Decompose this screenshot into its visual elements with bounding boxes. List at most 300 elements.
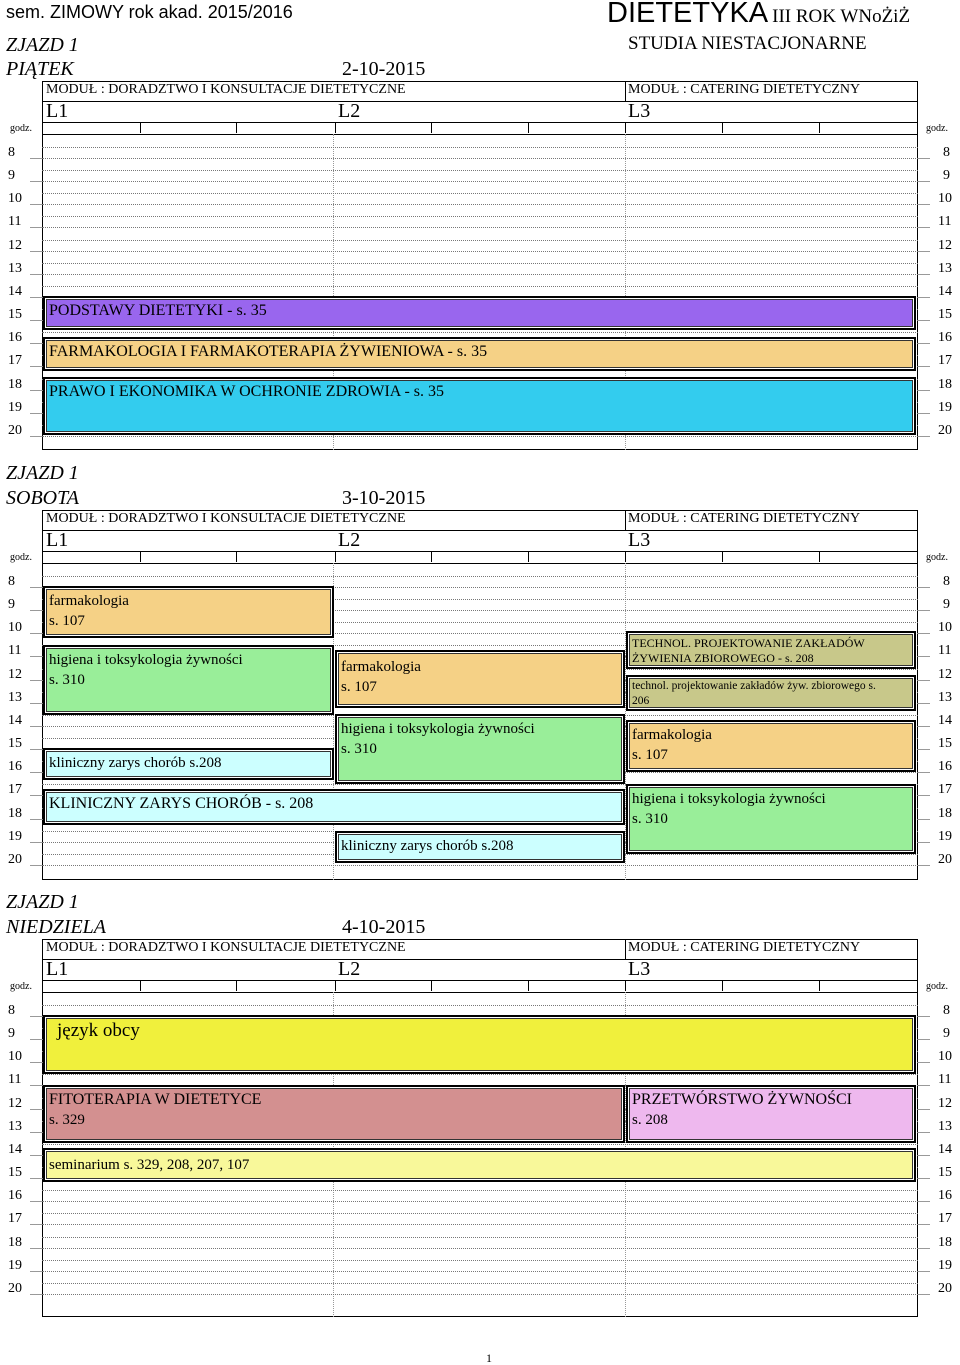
zjazd-label: ZJAZD 1 [6, 34, 79, 56]
grid-line [30, 587, 42, 588]
godz-label: godz. [10, 981, 32, 992]
hour-label: 9 [943, 597, 950, 612]
grid-line [42, 1271, 918, 1272]
grid-line [42, 1294, 918, 1295]
hour-label: 13 [8, 1119, 22, 1134]
grid-line [42, 1237, 918, 1238]
grid-line [42, 1224, 918, 1225]
class-room: s. 310 [632, 811, 668, 827]
grid-tick [431, 551, 432, 562]
grid-line [918, 1039, 930, 1040]
grid-line [42, 1260, 918, 1261]
grid-tick [819, 122, 820, 133]
godz-label: godz. [10, 123, 32, 134]
grid-tick [528, 551, 529, 562]
hour-label: 15 [938, 307, 952, 322]
hour-label: 13 [938, 1119, 952, 1134]
hour-label: 14 [938, 1142, 952, 1157]
class-title: farmakologia [341, 659, 421, 675]
grid-line [42, 959, 918, 960]
grid-line [30, 1224, 42, 1225]
day-date: 3-10-2015 [342, 487, 426, 509]
hour-label: 17 [8, 1211, 22, 1226]
hour-label: 11 [938, 214, 952, 229]
class-room: s. 310 [341, 741, 377, 757]
grid-line [918, 703, 930, 704]
hour-label: 14 [8, 284, 22, 299]
hour-label: 9 [8, 597, 15, 612]
hour-label: 19 [938, 400, 952, 415]
hour-label: 20 [8, 423, 22, 438]
hour-label: 16 [938, 759, 952, 774]
grid-line [30, 366, 42, 367]
grid-line [30, 1178, 42, 1179]
grid-line [42, 101, 918, 102]
class-block[interactable] [43, 377, 916, 435]
class-title: PODSTAWY DIETETYKI - s. 35 [49, 302, 267, 319]
grid-line [30, 772, 42, 773]
grid-line [30, 865, 42, 866]
hour-label: 16 [938, 1188, 952, 1203]
hour-label: 18 [8, 1235, 22, 1250]
class-title: seminarium s. 329, 208, 207, 107 [49, 1157, 250, 1173]
hour-label: 11 [8, 214, 22, 229]
hour-label: 8 [8, 1003, 15, 1018]
hour-label: 14 [938, 713, 952, 728]
class-block[interactable] [43, 337, 916, 371]
hour-label: 16 [8, 1188, 22, 1203]
grid-line [918, 680, 930, 681]
grid-line [918, 1109, 930, 1110]
hour-label: 9 [8, 1026, 15, 1041]
grid-line [42, 1201, 918, 1202]
grid-line [42, 274, 918, 275]
grid-line [30, 1062, 42, 1063]
hour-label: 13 [8, 690, 22, 705]
class-title: higiena i toksykologia żywności [632, 791, 826, 807]
grid-line [42, 158, 918, 159]
grid-tick [528, 122, 529, 133]
hour-label: 15 [938, 736, 952, 751]
grid-line [30, 703, 42, 704]
class-block[interactable] [626, 675, 916, 711]
hour-label: 8 [943, 1003, 950, 1018]
zjazd-label: ZJAZD 1 [6, 462, 79, 484]
grid-line [30, 795, 42, 796]
grid-line [918, 320, 930, 321]
class-room: s. 107 [49, 613, 85, 629]
hour-label: 20 [938, 852, 952, 867]
hour-label: 14 [8, 713, 22, 728]
grid-line [918, 251, 930, 252]
grid-line [30, 1132, 42, 1133]
grid-line [918, 633, 930, 634]
class-title: higiena i toksykologia żywności [341, 721, 535, 737]
grid-line [918, 772, 930, 773]
grid-line [30, 390, 42, 391]
class-block[interactable] [43, 645, 334, 715]
hour-label: 19 [8, 829, 22, 844]
class-room: s. 107 [341, 679, 377, 695]
grid-line [42, 216, 918, 217]
hour-label: 10 [938, 620, 952, 635]
grid-line [30, 1109, 42, 1110]
grid-line [30, 413, 42, 414]
hour-label: 20 [938, 423, 952, 438]
hour-label: 13 [8, 261, 22, 276]
hour-label: 20 [8, 852, 22, 867]
class-block[interactable] [43, 1148, 916, 1182]
hour-label: 8 [8, 145, 15, 160]
hour-label: 13 [938, 261, 952, 276]
hour-label: 10 [938, 1049, 952, 1064]
group-l2: L2 [338, 100, 361, 122]
grid-line [42, 1005, 918, 1006]
semester-title: sem. ZIMOWY rok akad. 2015/2016 [6, 2, 293, 22]
day-name: SOBOTA [6, 487, 79, 509]
grid-tick [335, 122, 336, 133]
hour-label: 19 [8, 1258, 22, 1273]
grid-line [42, 251, 918, 252]
grid-divider [625, 510, 626, 530]
grid-tick [722, 980, 723, 991]
grid-tick [140, 551, 141, 562]
hour-label: 13 [938, 690, 952, 705]
class-block[interactable] [43, 748, 334, 780]
grid-line [30, 158, 42, 159]
class-title: KLINICZNY ZARYS CHORÓB - s. 208 [49, 795, 314, 812]
grid-tick [528, 980, 529, 991]
grid-line [30, 227, 42, 228]
hour-label: 15 [8, 307, 22, 322]
hour-label: 18 [938, 377, 952, 392]
study-mode: STUDIA NIESTACJONARNE [628, 33, 867, 54]
grid-tick [431, 980, 432, 991]
grid-line [30, 1039, 42, 1040]
grid-tick [236, 980, 237, 991]
grid-line [30, 680, 42, 681]
module-right: MODUŁ : CATERING DIETETYCZNY [628, 82, 861, 97]
hour-label: 18 [938, 1235, 952, 1250]
grid-line [918, 1248, 930, 1249]
hour-label: 12 [938, 1096, 952, 1111]
godz-label: godz. [10, 552, 32, 563]
grid-line [42, 134, 918, 135]
grid-line [42, 193, 918, 194]
grid-tick [236, 122, 237, 133]
grid-line [30, 436, 42, 437]
class-block[interactable] [43, 586, 334, 638]
class-block[interactable] [335, 714, 625, 784]
grid-line [918, 1224, 930, 1225]
grid-line [42, 286, 918, 287]
grid-line [42, 204, 918, 205]
class-block[interactable] [43, 1015, 916, 1074]
godz-label: godz. [926, 981, 948, 992]
grid-tick [335, 980, 336, 991]
grid-tick [625, 551, 626, 562]
hour-label: 9 [943, 1026, 950, 1041]
grid-line [30, 274, 42, 275]
grid-line [42, 980, 918, 981]
grid-tick [431, 122, 432, 133]
grid-line [42, 263, 918, 264]
module-left: MODUŁ : DORADZTWO I KONSULTACJE DIETETYCZNE [46, 82, 406, 97]
grid-line [30, 343, 42, 344]
grid-tick [819, 551, 820, 562]
grid-line [918, 1271, 930, 1272]
grid-line [30, 1155, 42, 1156]
grid-line [918, 181, 930, 182]
day-date: 4-10-2015 [342, 916, 426, 938]
class-title: FITOTERAPIA W DIETETYCE [49, 1091, 262, 1108]
hour-label: 16 [938, 330, 952, 345]
group-l1: L1 [46, 100, 69, 122]
module-left: MODUŁ : DORADZTWO I KONSULTACJE DIETETYCZNE [46, 511, 406, 526]
hour-label: 12 [8, 1096, 22, 1111]
grid-line [30, 204, 42, 205]
grid-line [30, 749, 42, 750]
class-block[interactable] [335, 831, 625, 863]
grid-line [42, 1074, 918, 1075]
hour-label: 10 [938, 191, 952, 206]
grid-divider [625, 81, 626, 101]
grid-line [918, 819, 930, 820]
grid-line [42, 122, 918, 123]
grid-line [918, 610, 930, 611]
class-block[interactable] [43, 296, 916, 330]
hour-label: 9 [8, 168, 15, 183]
godz-label: godz. [926, 123, 948, 134]
day-name: PIĄTEK [6, 58, 74, 80]
grid-line [918, 1016, 930, 1017]
grid-tick [625, 980, 626, 991]
class-room: 206 [632, 695, 650, 707]
hour-label: 18 [938, 806, 952, 821]
grid-tick [140, 122, 141, 133]
grid-line [30, 297, 42, 298]
grid-line [30, 726, 42, 727]
class-title: kliniczny zarys chorób s.208 [49, 755, 222, 771]
module-left: MODUŁ : DORADZTWO I KONSULTACJE DIETETYCZNE [46, 940, 406, 955]
hour-label: 20 [8, 1281, 22, 1296]
class-title: farmakologia [632, 727, 712, 743]
grid-line [30, 656, 42, 657]
group-l3: L3 [628, 958, 651, 980]
grid-tick [722, 551, 723, 562]
class-block[interactable] [43, 1085, 625, 1143]
class-room: s. 107 [632, 747, 668, 763]
grid-line [42, 1248, 918, 1249]
class-title: technol. projektowanie zakładów żyw. zbiorowego s. [632, 680, 876, 692]
class-block[interactable] [335, 650, 625, 708]
grid-line [918, 390, 930, 391]
hour-label: 17 [938, 782, 952, 797]
grid-line [918, 749, 930, 750]
class-title: higiena i toksykologia żywności [49, 652, 243, 668]
hour-label: 8 [943, 145, 950, 160]
class-block[interactable] [626, 720, 916, 772]
program-main: DIETETYKA [607, 0, 769, 29]
module-right: MODUŁ : CATERING DIETETYCZNY [628, 511, 861, 526]
grid-line [42, 865, 918, 866]
grid-tick [335, 551, 336, 562]
hour-label: 17 [938, 353, 952, 368]
grid-line [30, 1294, 42, 1295]
grid-line [42, 181, 918, 182]
grid-line [918, 413, 930, 414]
grid-line [918, 204, 930, 205]
hour-label: 17 [938, 1211, 952, 1226]
grid-line [918, 842, 930, 843]
class-room: s. 329 [49, 1112, 85, 1128]
grid-line [42, 576, 918, 577]
hour-label: 9 [943, 168, 950, 183]
class-title: TECHNOL. PROJEKTOWANIE ZAKŁADÓW [632, 636, 865, 650]
hour-label: 15 [938, 1165, 952, 1180]
grid-line [30, 1201, 42, 1202]
class-title: farmakologia [49, 593, 129, 609]
hour-label: 10 [8, 191, 22, 206]
zjazd-label: ZJAZD 1 [6, 891, 79, 913]
hour-label: 19 [8, 400, 22, 415]
grid-line [918, 366, 930, 367]
grid-line [918, 1062, 930, 1063]
grid-line [30, 610, 42, 611]
grid-line [42, 332, 918, 333]
grid-line [42, 147, 918, 148]
day-date: 2-10-2015 [342, 58, 426, 80]
grid-line [30, 633, 42, 634]
grid-line [918, 274, 930, 275]
hour-label: 15 [8, 736, 22, 751]
hour-label: 12 [938, 238, 952, 253]
grid-line [42, 530, 918, 531]
group-l1: L1 [46, 529, 69, 551]
hour-label: 12 [938, 667, 952, 682]
grid-line [918, 297, 930, 298]
grid-tick [140, 980, 141, 991]
hour-label: 12 [8, 667, 22, 682]
hour-label: 11 [938, 643, 952, 658]
grid-line [30, 1248, 42, 1249]
hour-label: 18 [8, 806, 22, 821]
hour-label: 19 [938, 829, 952, 844]
hour-label: 10 [8, 620, 22, 635]
class-room: s. 208 [632, 1112, 668, 1128]
grid-line [30, 181, 42, 182]
hour-label: 14 [938, 284, 952, 299]
grid-line [918, 656, 930, 657]
hour-label: 15 [8, 1165, 22, 1180]
grid-line [918, 158, 930, 159]
grid-line [918, 1201, 930, 1202]
class-title: FARMAKOLOGIA I FARMAKOTERAPIA ŻYWIENIOWA - s. 35 [49, 343, 488, 360]
module-right: MODUŁ : CATERING DIETETYCZNY [628, 940, 861, 955]
grid-line [42, 563, 918, 564]
grid-line [42, 1190, 918, 1191]
grid-line [30, 251, 42, 252]
grid-tick [625, 122, 626, 133]
hour-label: 18 [8, 377, 22, 392]
grid-divider [625, 939, 626, 959]
page-number: 1 [486, 1351, 492, 1365]
grid-line [42, 992, 918, 993]
grid-line [918, 1132, 930, 1133]
grid-line [918, 1155, 930, 1156]
grid-line [30, 842, 42, 843]
hour-label: 10 [8, 1049, 22, 1064]
grid-line [30, 819, 42, 820]
grid-line [42, 227, 918, 228]
grid-line [42, 1213, 918, 1214]
grid-line [42, 551, 918, 552]
class-title: PRAWO I EKONOMIKA W OCHRONIE ZDROWIA - s. 35 [49, 383, 444, 400]
hour-label: 14 [8, 1142, 22, 1157]
grid-line [42, 1283, 918, 1284]
class-title: kliniczny zarys chorób s.208 [341, 838, 514, 854]
group-l3: L3 [628, 529, 651, 551]
group-l3: L3 [628, 100, 651, 122]
grid-line [918, 1178, 930, 1179]
grid-tick [819, 980, 820, 991]
class-room: s. 310 [49, 672, 85, 688]
grid-line [42, 436, 918, 437]
godz-label: godz. [926, 552, 948, 563]
group-l1: L1 [46, 958, 69, 980]
hour-label: 11 [938, 1072, 952, 1087]
class-block[interactable] [626, 631, 916, 669]
grid-line [918, 1294, 930, 1295]
hour-label: 17 [8, 782, 22, 797]
hour-label: 8 [943, 574, 950, 589]
hour-label: 11 [8, 643, 22, 658]
hour-label: 16 [8, 330, 22, 345]
class-title: PRZETWÓRSTWO ŻYWNOŚCI [632, 1091, 852, 1108]
hour-label: 17 [8, 353, 22, 368]
hour-label: 11 [8, 1072, 22, 1087]
grid-line [42, 1144, 918, 1145]
grid-line [42, 170, 918, 171]
class-room: ŻYWIENIA ZBIOROWEGO - s. 208 [632, 651, 814, 665]
grid-tick [722, 122, 723, 133]
hour-label: 12 [8, 238, 22, 253]
grid-line [30, 1271, 42, 1272]
grid-tick [236, 551, 237, 562]
program-title [607, 0, 910, 30]
class-block[interactable] [626, 784, 916, 854]
hour-label: 8 [8, 574, 15, 589]
hour-label: 20 [938, 1281, 952, 1296]
class-block[interactable] [626, 1085, 916, 1143]
grid-line [918, 343, 930, 344]
class-block[interactable] [43, 789, 625, 825]
group-l2: L2 [338, 958, 361, 980]
class-title: język obcy [57, 1020, 140, 1041]
program-sub: III ROK WNoŻiŻ [772, 6, 911, 27]
grid-line [918, 726, 930, 727]
grid-line [30, 1085, 42, 1086]
group-l2: L2 [338, 529, 361, 551]
grid-line [30, 1016, 42, 1017]
grid-line [918, 436, 930, 437]
grid-line [918, 1085, 930, 1086]
hour-label: 19 [938, 1258, 952, 1273]
grid-line [918, 227, 930, 228]
day-name: NIEDZIELA [6, 916, 106, 938]
grid-line [30, 320, 42, 321]
grid-line [42, 240, 918, 241]
